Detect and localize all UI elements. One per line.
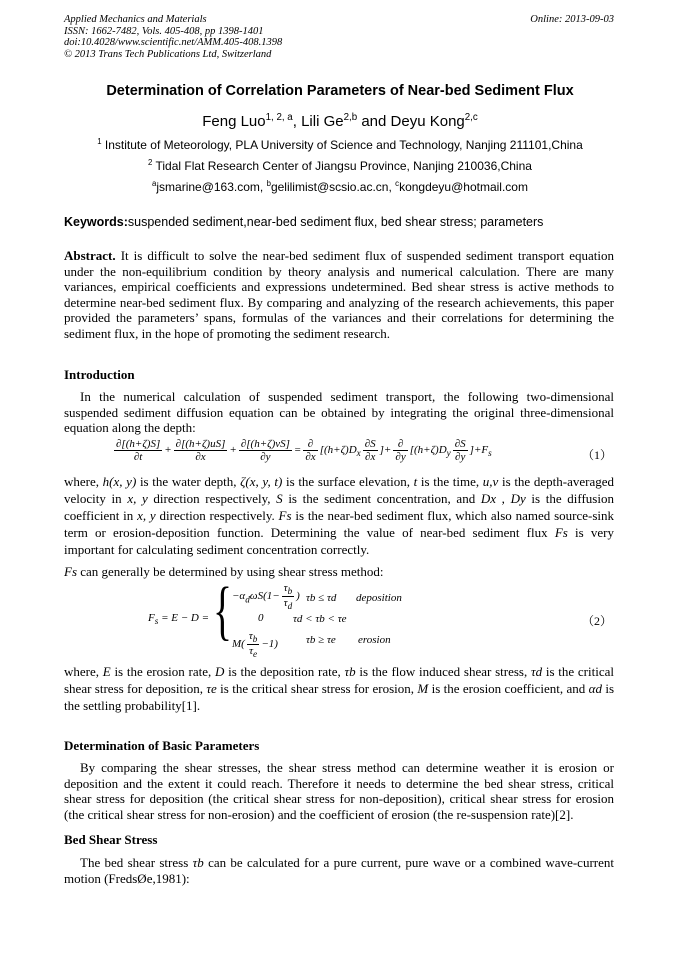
basic-parameters-paragraph: By comparing the shear stresses, the shear stress method can determine weather it is erosion or deposition and the extent it could reach. Therefore it needs to determine the bed shear stress, critical shear stress for deposition (the critical shear stress for non-deposition), critical shear stress for erosion (the critical shear stress for non-erosion) and the coefficient of erosion (the re-suspension rate)[2].: [64, 760, 614, 822]
journal-name: Applied Mechanics and Materials: [64, 14, 207, 25]
equation-2-number: （2）: [582, 614, 613, 628]
equation-2-condition-3: τb ≥ τe: [306, 634, 336, 646]
intro-paragraph-2: where, h(x, y) is the water depth, ζ(x, y, t) is the surface elevation, t is the time, u,v is the depth-averaged velocity in x, y direction respectively, S is the sediment concentration, and Dx , Dy is the diffusion coefficient in x, y direction respectively. Fs is the near-bed sediment flux, which also named source-sink term or erosion-deposition function. Determining the value of near-bed sediment flux Fs is very important for calculating sediment concentration correctly.: [64, 474, 614, 557]
math-symbol: τd: [530, 664, 543, 679]
equation-2-case-1: $-\alpha_d\omega S(1-$ $\frac{\tau_b}{\tau_d}$ ): [232, 582, 300, 612]
math-symbol: E: [102, 664, 111, 679]
affiliation-1: $^1$ Institute of Meteorology, PLA University of Science and Technology, Nanjing 211101,China: [97, 137, 583, 152]
math-symbol: τe: [206, 681, 217, 696]
keywords-label: Keywords:: [64, 215, 128, 229]
math-symbol: x, y: [127, 491, 148, 506]
equation-2-label-deposition: deposition: [356, 592, 402, 604]
math-symbol: h(x, y): [102, 474, 137, 489]
author-affiliation-sup: 1, 2, a: [265, 112, 293, 123]
math-symbol: M: [417, 681, 429, 696]
intro-paragraph-3: Fs can generally be determined by using shear stress method:: [64, 564, 384, 579]
equation-2-condition-2: τd < τb < τe: [293, 613, 347, 625]
email-list: $^a$jsmarine@163.com, $^b$gelilimist@scsio.ac.cn, $^c$kongdeyu@hotmail.com: [152, 179, 528, 194]
online-date: Online: 2013-09-03: [530, 14, 614, 25]
email: gelilimist@scsio.ac.cn,: [270, 180, 396, 194]
bed-shear-stress-paragraph: The bed shear stress τb can be calculated for a pure current, pure wave or a combined wave-current motion (FredsØe,1981):: [64, 855, 614, 886]
math-symbol: D: [214, 664, 225, 679]
email: kongdeyu@hotmail.com: [399, 180, 528, 194]
math-symbol: u,v: [482, 474, 499, 489]
math-symbol: Dx , Dy: [480, 491, 526, 506]
issn-line: ISSN: 1662-7482, Vols. 405-408, pp 1398-1401: [64, 25, 264, 37]
equation-2-condition-1: τb ≤ τd: [306, 592, 337, 604]
equation-2-case-2: 0: [258, 612, 264, 624]
equation-1: $\frac{\partial[(h+\zeta)S]}{\partial t}$ + $\frac{\partial[(h+\zeta)uS]}{\partial x}$ + $\frac{\partial[(h+\zeta)vS]}{\partial y}$ = $\frac{\partial}{\partial x}$ [$(h+\zeta)D_x$ $\frac{\partial S}{\partial x}$ ]+ $\frac{\partial}{\partial y}$ [$(h+\zeta)D_y$ $\frac{\partial S}{\partial y}$ ]$+F_s$: [116, 438, 492, 463]
affiliation-2: $^2$ Tidal Flat Research Center of Jiangsu Province, Nanjing 210036,China: [148, 158, 532, 173]
paper-title: Determination of Correlation Parameters of Near-bed Sediment Flux: [106, 83, 574, 99]
author-affiliation-sup: 2,b: [343, 112, 358, 123]
equation-1-number: （1）: [582, 448, 613, 462]
equation-2-brace: {: [213, 574, 233, 647]
abstract-text: It is difficult to solve the near-bed sediment flux of suspended sediment transport equation under the non-equilibrium condition by theory analysis and numerical calculation. There are many variances, empirical coefficients and expressions undetermined. Bed shear stress is active methods to determine near-bed sediment flux. By comparing and analyzing of the research achievements, this paper provided the parameters’ spans, formulas of the variances and their correlations for determining the sediment flux, in the hope of promoting the sediment research.: [64, 248, 614, 341]
equation-2-label-erosion: erosion: [358, 634, 391, 646]
intro-paragraph-4: where, E is the erosion rate, D is the deposition rate, τb is the flow induced shear stress, τd is the critical shear stress for deposition, τe is the critical shear stress for erosion, M is the erosion coefficient, and αd is the settling probability[1].: [64, 664, 615, 713]
math-symbol: αd: [588, 681, 602, 696]
copyright-line: © 2013 Trans Tech Publications Ltd, Switzerland: [64, 48, 272, 60]
math-symbol: Fs: [554, 525, 568, 540]
author-separator: and: [357, 113, 391, 130]
math-symbol: ζ(x, y, t): [240, 474, 283, 489]
author-name: Lili Ge: [301, 113, 344, 130]
math-symbol: t: [413, 474, 418, 489]
journal-info: [64, 14, 282, 60]
math-symbol: τb: [192, 855, 204, 870]
abstract: [64, 248, 614, 341]
math-symbol: Fs: [278, 508, 292, 523]
doi-line: doi:10.4028/www.scientific.net/AMM.405-408.1398: [64, 37, 283, 48]
math-symbol: S: [276, 491, 283, 506]
intro-paragraph-1: In the numerical calculation of suspended sediment transport, the following two-dimensional suspended sediment diffusion equation can be obtained by integrating the original three-dimensional equation along the depth:: [64, 389, 614, 435]
abstract-label: Abstract.: [64, 248, 116, 263]
section-heading-bed-shear-stress: Bed Shear Stress: [64, 832, 158, 847]
email: jsmarine@163.com,: [156, 180, 267, 194]
equation-2-lhs: $F_s = E - D$ =: [148, 612, 210, 627]
keywords: [64, 215, 543, 229]
author-list: [40, 113, 640, 130]
author-name: Feng Luo: [202, 113, 266, 130]
section-heading-introduction: Introduction: [64, 367, 135, 382]
section-heading-basic-parameters: Determination of Basic Parameters: [64, 738, 260, 753]
author-affiliation-sup: 2,c: [464, 112, 478, 123]
equation-2-case-3: M( $\frac{\tau_b}{\tau_e}$ −1): [232, 630, 278, 660]
keywords-text: suspended sediment,near-bed sediment flux, bed shear stress; parameters: [127, 215, 544, 229]
math-symbol: τb: [344, 664, 356, 679]
math-symbol: Fs: [64, 564, 77, 579]
author-name: Deyu Kong: [390, 113, 465, 130]
author-separator: ,: [292, 113, 302, 130]
math-symbol: x, y: [137, 508, 156, 523]
